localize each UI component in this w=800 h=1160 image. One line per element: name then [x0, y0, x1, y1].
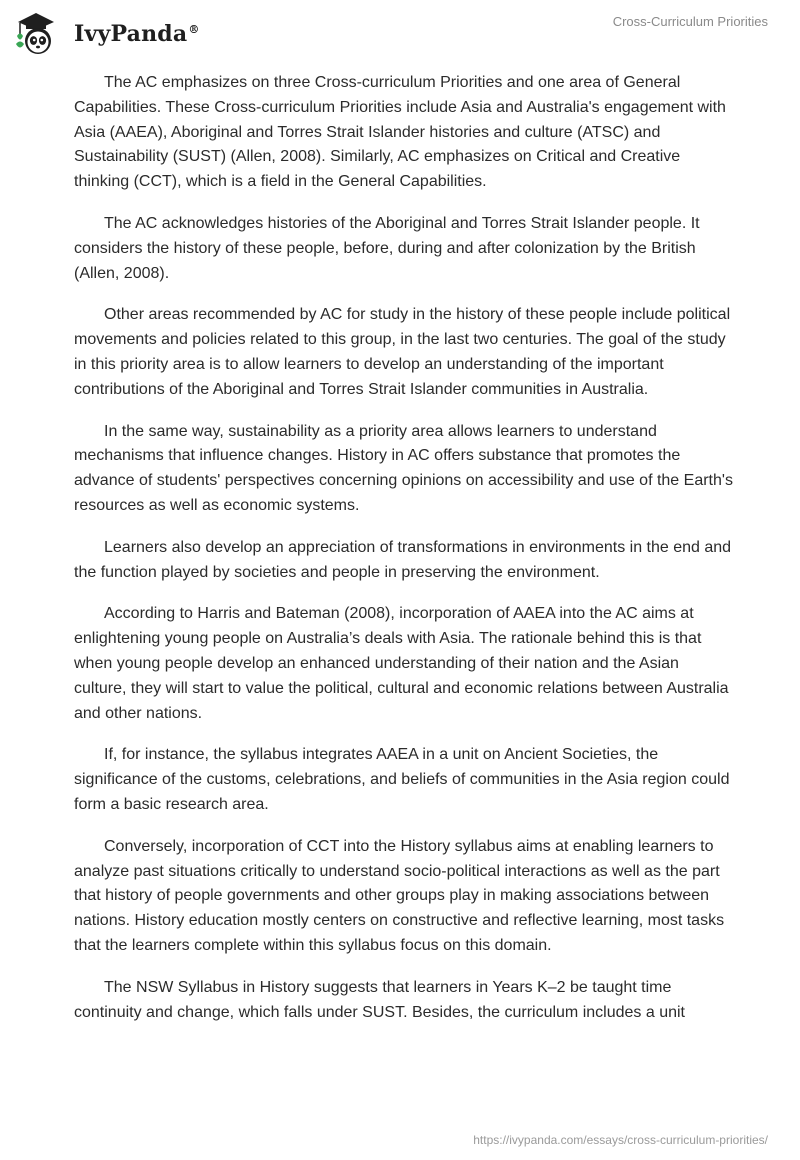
paragraph: Other areas recommended by AC for study in the history of these people include political movements and policies related to this group, in the last two centuries. The goal of the study in this priority area is to allow learners to develop an understanding of the important contributions of the Aboriginal and Torres Strait Islander communities in Australia.: [74, 306, 731, 398]
brand-name-text: IvyPanda: [74, 21, 188, 47]
page-header: [0, 0, 800, 60]
document-title: Cross-Curriculum Priorities: [612, 14, 768, 29]
paragraph: Conversely, incorporation of CCT into the History syllabus aims at enabling learners to analyze past situations critically to understand socio-political interactions as well as the part that history of people governments and other groups play in making associations between nations. History education mostly centers on constructive and reflective learning, most tasks that the learners complete within this syllabus focus on this domain.: [74, 837, 725, 954]
ivypanda-logo[interactable]: [14, 10, 200, 56]
paragraph: In the same way, sustainability as a priority area allows learners to understand mechanisms that influence changes. History in AC offers substance that promotes the advance of students' perspectives concerning opinions on accessibility and use of the Earth's resources as well as economic systems.: [74, 422, 733, 514]
registered-mark: ®: [188, 22, 200, 36]
paragraph: If, for instance, the syllabus integrates AAEA in a unit on Ancient Societies, the significance of the customs, celebrations, and beliefs of communities in the Asia region could form a basic research area.: [74, 746, 730, 813]
essay-body: [74, 71, 734, 1042]
paragraph: The NSW Syllabus in History suggests that learners in Years K–2 be taught time continuity and change, which falls under SUST. Besides, the curriculum includes a unit: [74, 978, 685, 1021]
source-url[interactable]: https://ivypanda.com/essays/cross-curriculum-priorities/: [473, 1133, 768, 1147]
paragraph: The AC acknowledges histories of the Aboriginal and Torres Strait Islander people. It considers the history of these people, before, during and after colonization by the British (Allen, 2008).: [74, 214, 700, 282]
paragraph: The AC emphasizes on three Cross-curriculum Priorities and one area of General Capabilities. These Cross-curriculum Priorities include Asia and Australia's engagement with Asia (AAEA), Aboriginal and Torres Strait Islander histories and culture (ATSC) and Sustainability (SUST) (Allen, 2008). Similarly, AC emphasizes on Critical and Creative thinking (CCT), which is a field in the General Capabilities.: [74, 74, 726, 191]
paragraph: Learners also develop an appreciation of transformations in environments in the end and the function played by societies and people in preserving the environment.: [74, 538, 732, 581]
brand-name: [74, 21, 200, 47]
panda-graduation-cap-icon: [14, 10, 68, 56]
paragraph: According to Harris and Bateman (2008), incorporation of AAEA into the AC aims at enlightening young people on Australia’s deals with Asia. The rationale behind this is that when young people develop an enhanced understanding of their nation and the Asian culture, they will start to value the political, cultural and economic relations between Australia and other nations.: [74, 605, 729, 722]
